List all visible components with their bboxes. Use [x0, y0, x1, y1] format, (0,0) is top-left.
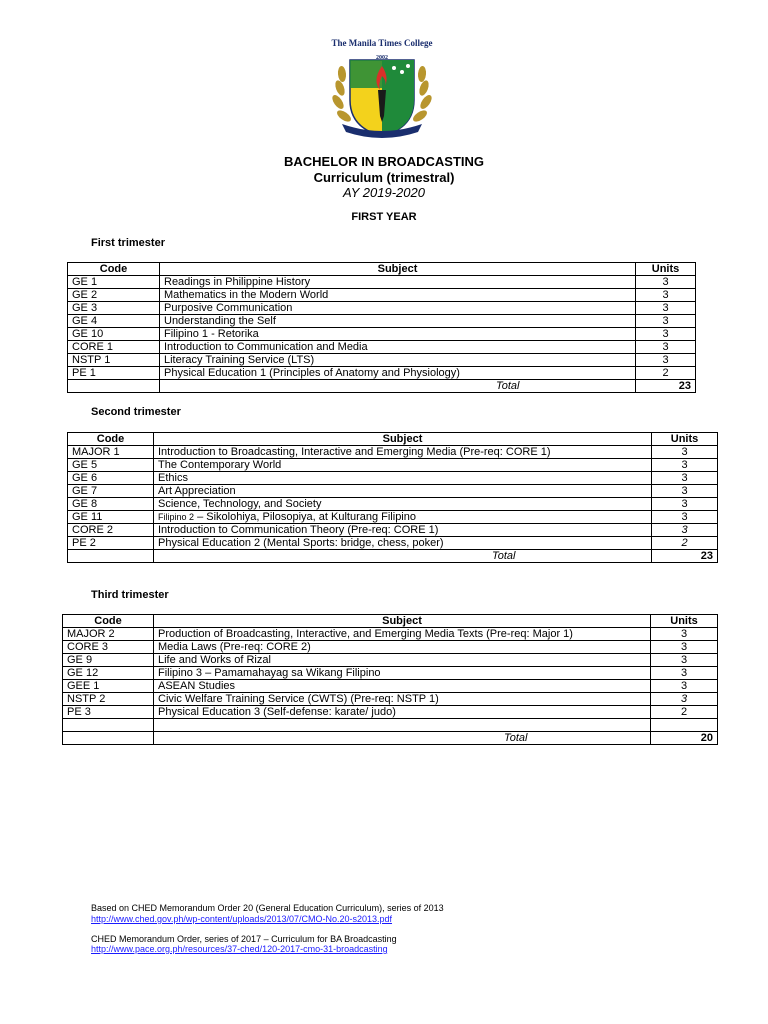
course-code: PE 2 [68, 537, 154, 550]
course-code: GE 6 [68, 472, 154, 485]
table-row [68, 524, 718, 537]
program-title: BACHELOR IN BROADCASTING [283, 154, 485, 169]
total-label: Total [154, 550, 652, 563]
course-code: GE 10 [68, 328, 160, 341]
footer-note-cmo2017: CHED Memorandum Order, series of 2017 – Curriculum for BA Broadcasting [91, 934, 397, 944]
course-units: 3 [652, 446, 718, 459]
course-subject: Civic Welfare Training Service (CWTS) (Pre-req: NSTP 1) [154, 693, 651, 706]
table-row [68, 511, 718, 524]
table-row [63, 706, 718, 719]
second-trimester-heading: Second trimester [91, 406, 181, 418]
total-row [68, 380, 696, 393]
table-row [63, 654, 718, 667]
total-units: 23 [636, 380, 696, 393]
course-code: GEE 1 [63, 680, 154, 693]
subject-header: Subject [160, 263, 636, 276]
total-units: 23 [652, 550, 718, 563]
course-code: GE 1 [68, 276, 160, 289]
course-subject: Science, Technology, and Society [154, 498, 652, 511]
course-subject: Physical Education 3 (Self-defense: karate/ judo) [154, 706, 651, 719]
table-row [68, 341, 696, 354]
empty-row [63, 719, 718, 732]
course-units: 3 [651, 693, 718, 706]
course-subject: ASEAN Studies [154, 680, 651, 693]
course-units: 3 [636, 354, 696, 367]
third-trimester-heading: Third trimester [91, 589, 169, 601]
table-row [68, 485, 718, 498]
ched-cmo20-link[interactable]: http://www.ched.gov.ph/wp-content/uploads/2013/07/CMO-No.20-s2013.pdf [91, 914, 393, 924]
course-subject: Purposive Communication [160, 302, 636, 315]
course-code: MAJOR 2 [63, 628, 154, 641]
course-code: CORE 2 [68, 524, 154, 537]
code-header: Code [63, 615, 154, 628]
total-row [68, 550, 718, 563]
course-subject: Introduction to Communication Theory (Pre-req: CORE 1) [154, 524, 652, 537]
course-subject-rest: – Sikolohiya, Pilosopiya, at Kulturang Filipino [194, 511, 416, 523]
total-label: Total [154, 732, 651, 745]
course-subject: Physical Education 2 (Mental Sports: bridge, chess, poker) [154, 537, 652, 550]
course-subject: Art Appreciation [154, 485, 652, 498]
pace-cmo31-link[interactable]: http://www.pace.org.ph/resources/37-ched/120-2017-cmo-31-broadcasting [91, 944, 388, 954]
first-trimester-table [67, 262, 696, 393]
course-units: 3 [651, 628, 718, 641]
course-subject: Introduction to Broadcasting, Interactive and Emerging Media (Pre-req: CORE 1) [154, 446, 652, 459]
table-row [63, 628, 718, 641]
course-code: GE 5 [68, 459, 154, 472]
table-row [68, 472, 718, 485]
course-units: 3 [652, 498, 718, 511]
course-code: PE 3 [63, 706, 154, 719]
course-code: CORE 1 [68, 341, 160, 354]
course-code: GE 8 [68, 498, 154, 511]
course-code: CORE 3 [63, 641, 154, 654]
course-code: PE 1 [68, 367, 160, 380]
course-subject: Life and Works of Rizal [154, 654, 651, 667]
course-units: 3 [652, 511, 718, 524]
course-code: GE 11 [68, 511, 154, 524]
table-row [68, 289, 696, 302]
course-subject: Filipino 3 – Pamamahayag sa Wikang Filipino [154, 667, 651, 680]
table-header-row [68, 263, 696, 276]
course-units: 2 [652, 537, 718, 550]
course-code: GE 2 [68, 289, 160, 302]
course-units: 2 [636, 367, 696, 380]
college-seal-logo [328, 38, 436, 144]
table-row [63, 680, 718, 693]
logo-year: 2002 [376, 55, 388, 61]
course-subject: Production of Broadcasting, Interactive, and Emerging Media Texts (Pre-req: Major 1) [154, 628, 651, 641]
course-code: GE 4 [68, 315, 160, 328]
academic-year: AY 2019-2020 [343, 185, 425, 200]
table-row [68, 446, 718, 459]
total-label: Total [160, 380, 636, 393]
course-units: 3 [636, 276, 696, 289]
subject-header: Subject [154, 433, 652, 446]
course-units: 3 [652, 459, 718, 472]
course-subject: Ethics [154, 472, 652, 485]
college-name: The Manila Times College [331, 38, 433, 48]
third-trimester-table [62, 614, 718, 745]
table-row [63, 641, 718, 654]
course-subject: Filipino 1 - Retorika [160, 328, 636, 341]
code-header: Code [68, 263, 160, 276]
units-header: Units [652, 433, 718, 446]
course-code: NSTP 1 [68, 354, 160, 367]
table-row [68, 354, 696, 367]
course-units: 3 [636, 341, 696, 354]
course-units: 3 [652, 472, 718, 485]
table-row [68, 302, 696, 315]
course-subject [154, 511, 652, 524]
table-header-row [63, 615, 718, 628]
table-row [68, 328, 696, 341]
course-subject: Understanding the Self [160, 315, 636, 328]
table-row [68, 498, 718, 511]
course-units: 3 [652, 485, 718, 498]
course-code: GE 12 [63, 667, 154, 680]
course-units: 3 [636, 315, 696, 328]
second-trimester-table [67, 432, 718, 563]
table-row [68, 367, 696, 380]
table-row [63, 693, 718, 706]
course-code: MAJOR 1 [68, 446, 154, 459]
course-subject: Mathematics in the Modern World [160, 289, 636, 302]
code-header: Code [68, 433, 154, 446]
course-units: 3 [636, 289, 696, 302]
footer-note-gec: Based on CHED Memorandum Order 20 (General Education Curriculum), series of 2013 [91, 903, 444, 913]
course-units: 3 [651, 654, 718, 667]
table-row [68, 537, 718, 550]
table-header-row [68, 433, 718, 446]
course-units: 3 [636, 328, 696, 341]
course-subject: Physical Education 1 (Principles of Anatomy and Physiology) [160, 367, 636, 380]
course-units: 3 [651, 680, 718, 693]
table-row [68, 315, 696, 328]
total-row [63, 732, 718, 745]
units-header: Units [636, 263, 696, 276]
subject-header: Subject [154, 615, 651, 628]
course-units: 3 [651, 641, 718, 654]
course-code: GE 9 [63, 654, 154, 667]
course-subject: Literacy Training Service (LTS) [160, 354, 636, 367]
table-row [68, 276, 696, 289]
course-subject-small: Filipino 2 [158, 512, 195, 522]
course-code: NSTP 2 [63, 693, 154, 706]
course-units: 2 [651, 706, 718, 719]
course-units: 3 [636, 302, 696, 315]
course-code: GE 3 [68, 302, 160, 315]
course-units: 3 [651, 667, 718, 680]
table-row [68, 459, 718, 472]
year-level-heading: FIRST YEAR [351, 211, 417, 223]
curriculum-subtitle: Curriculum (trimestral) [313, 170, 455, 185]
course-subject: Readings in Philippine History [160, 276, 636, 289]
course-code: GE 7 [68, 485, 154, 498]
table-row [63, 667, 718, 680]
first-trimester-heading: First trimester [91, 237, 165, 249]
units-header: Units [651, 615, 718, 628]
course-subject: The Contemporary World [154, 459, 652, 472]
total-units: 20 [651, 732, 718, 745]
course-subject: Media Laws (Pre-req: CORE 2) [154, 641, 651, 654]
course-units: 3 [652, 524, 718, 537]
course-subject: Introduction to Communication and Media [160, 341, 636, 354]
